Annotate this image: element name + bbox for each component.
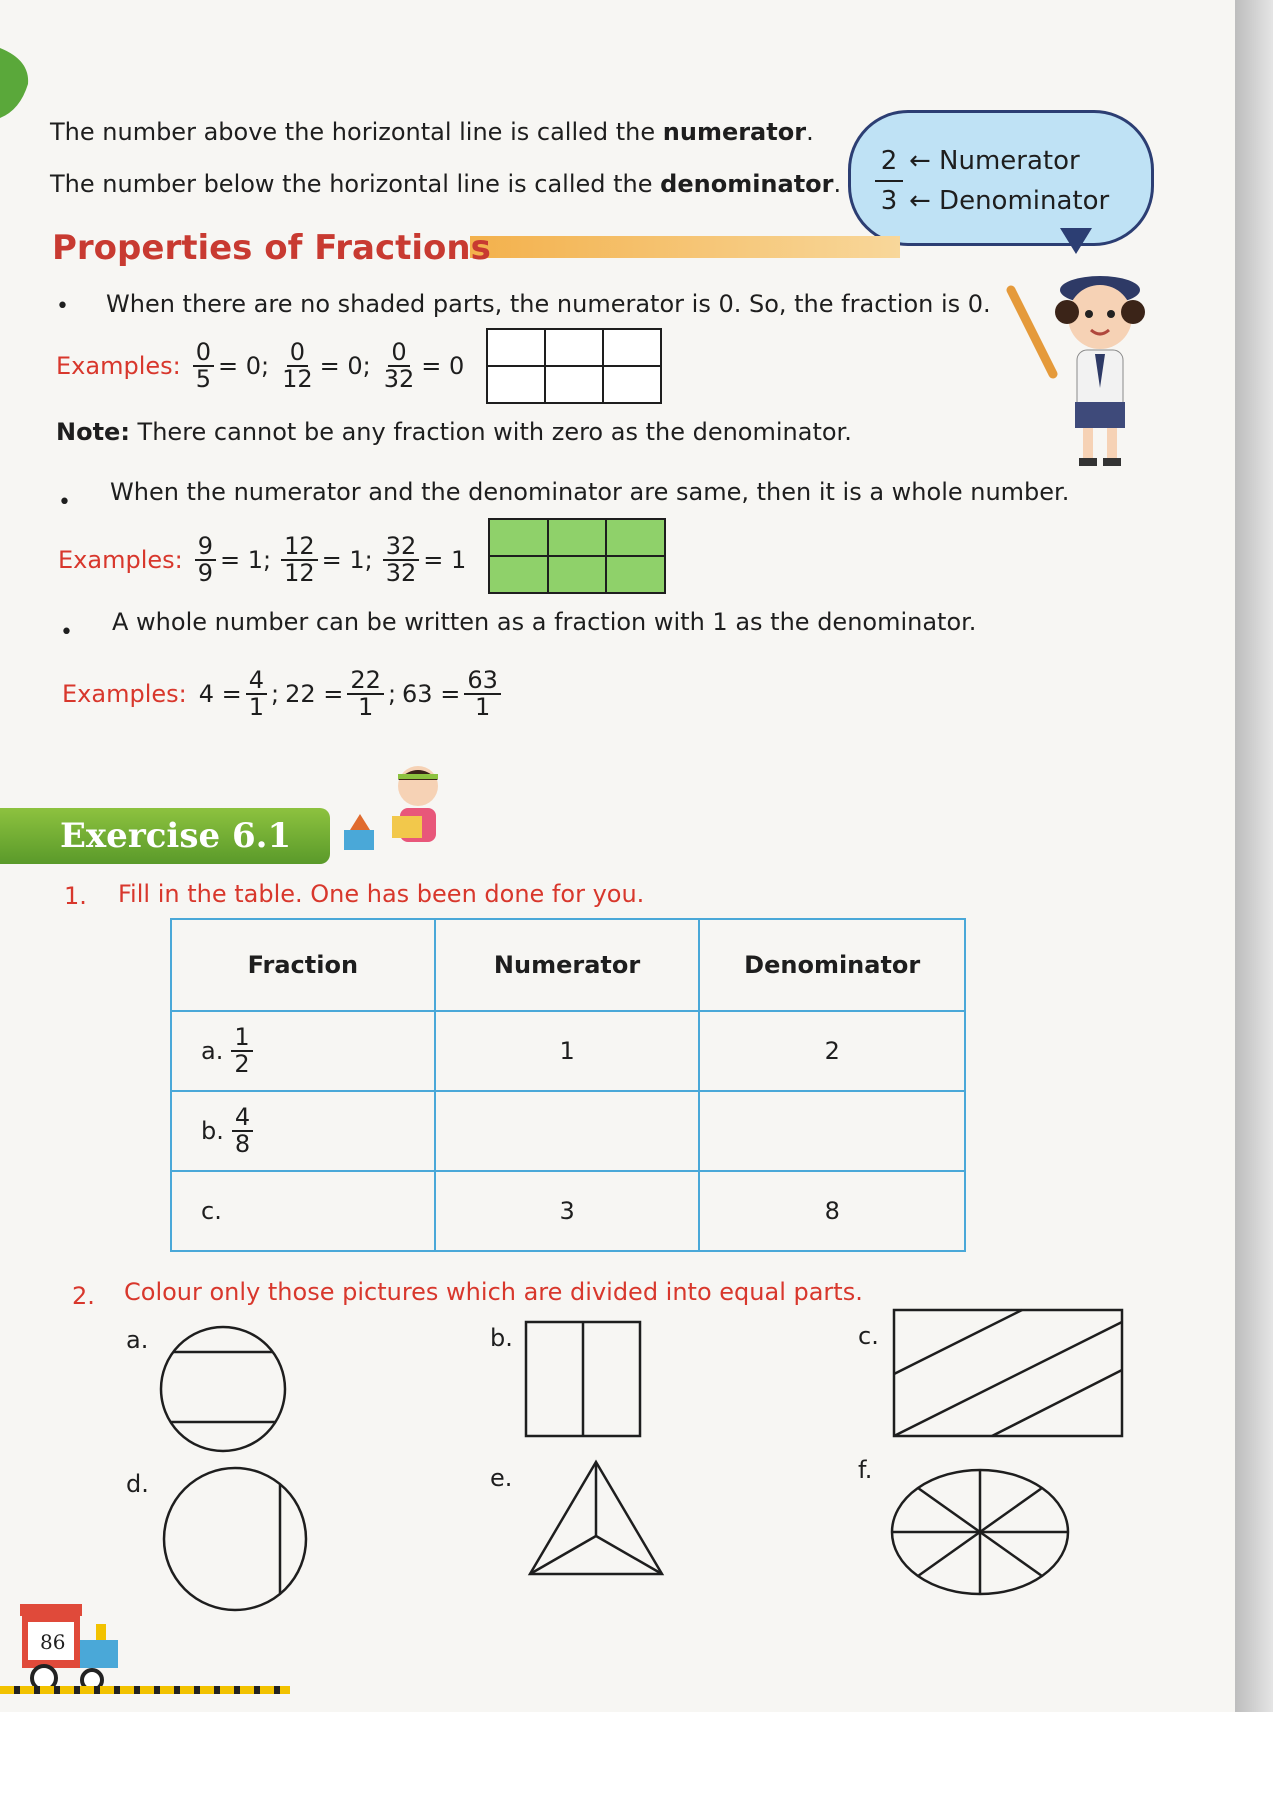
empty-grid-figure	[486, 328, 662, 404]
shape-label-d: d.	[126, 1470, 149, 1498]
table-row	[171, 1011, 965, 1091]
fraction-cell[interactable]: c.	[171, 1171, 435, 1251]
leaf-decoration	[0, 40, 34, 120]
shape-label-e: e.	[490, 1464, 513, 1492]
page-number: 86	[40, 1630, 66, 1654]
bullet-dot: •	[56, 294, 69, 319]
bullet-dot: •	[60, 620, 73, 645]
heading-underline-bar	[470, 236, 900, 258]
numerator-cell[interactable]	[435, 1091, 700, 1171]
fraction-cell: a. $\frac{1}{2}$	[171, 1011, 435, 1091]
fraction: $\frac{0}{32}$	[383, 338, 415, 394]
fraction: $\frac{22}{1}$	[347, 668, 384, 720]
table-header-row	[171, 919, 965, 1011]
property-zero-numerator: When there are no shaded parts, the numerator is 0. So, the fraction is 0.	[106, 290, 991, 318]
property-same-num-den: When the numerator and the denominator are same, then it is a whole number.	[110, 478, 1070, 506]
shape-c-parallel-slices[interactable]	[892, 1308, 1124, 1438]
fraction: $\frac{0}{12}$	[282, 338, 313, 394]
examples-whole-number: Examples: 4 = $\frac{4}{1}$ ; 22 = $\frac{22}{1}$ ; 63 = $\frac{63}{1}$	[62, 668, 505, 720]
fraction: $\frac{32}{32}$	[383, 534, 420, 586]
table-row	[171, 1171, 965, 1251]
fraction: $\frac{4}{1}$	[246, 668, 267, 720]
question-number: 2.	[72, 1282, 95, 1310]
examples-label: Examples:	[56, 352, 181, 381]
note-zero-denominator: Note: There cannot be any fraction with zero as the denominator.	[56, 418, 852, 446]
bullet-dot: •	[58, 490, 71, 515]
examples-zero: Examples: $\frac{0}{5}$ = 0; $\frac{0}{12}$ = 0; $\frac{0}{32}$ = 0	[56, 338, 465, 394]
fraction: $\frac{12}{12}$	[281, 534, 318, 586]
denominator-cell[interactable]	[699, 1091, 965, 1171]
bubble-tail	[1060, 228, 1092, 254]
shape-label-b: b.	[490, 1324, 513, 1352]
denominator-cell[interactable]: 2	[699, 1011, 965, 1091]
exercise-banner	[0, 808, 330, 864]
shape-d-circle-unequal[interactable]	[160, 1464, 310, 1614]
exercise-title: Exercise 6.1	[60, 816, 292, 856]
header-numerator: Numerator	[435, 919, 700, 1011]
question-number: 1.	[64, 882, 87, 910]
track-dash-line	[0, 1686, 290, 1694]
shape-b-square-halves[interactable]	[524, 1320, 642, 1438]
header-denominator: Denominator	[699, 919, 965, 1011]
numerator-cell[interactable]: 1	[435, 1011, 700, 1091]
shape-label-a: a.	[126, 1326, 149, 1354]
fraction-cell: b. $\frac{4}{8}$	[171, 1091, 435, 1171]
fraction-table	[170, 918, 966, 1252]
shape-label-c: c.	[858, 1322, 879, 1350]
page-edge-shadow	[1235, 0, 1273, 1712]
fraction: $\frac{9}{9}$	[195, 534, 216, 586]
examples-label: Examples:	[62, 680, 187, 709]
denominator-cell: 8	[699, 1171, 965, 1251]
table-row	[171, 1091, 965, 1171]
property-whole-as-fraction: A whole number can be written as a fraction with 1 as the denominator.	[112, 608, 977, 636]
child-reading-illustration	[340, 758, 460, 858]
properties-heading: Properties of Fractions	[52, 228, 491, 268]
header-fraction: Fraction	[171, 919, 435, 1011]
shape-e-triangle-thirds[interactable]	[526, 1458, 666, 1578]
examples-label: Examples:	[58, 546, 183, 575]
examples-whole: Examples: $\frac{9}{9}$ = 1; $\frac{12}{12}$ = 1; $\frac{32}{32}$ = 1	[58, 532, 467, 588]
question-1-text: Fill in the table. One has been done for you.	[118, 880, 645, 908]
shaded-grid-figure	[488, 518, 666, 594]
girl-pointer-illustration	[1005, 262, 1155, 472]
fraction: $\frac{63}{1}$	[464, 668, 501, 720]
scanner-background	[0, 1712, 1273, 1800]
train-icon	[16, 1600, 128, 1696]
callout-fraction: 2 ← Numerator 3 ← Denominator	[875, 142, 1109, 220]
numerator-cell: 3	[435, 1171, 700, 1251]
shape-a-circle-three-bands[interactable]	[158, 1324, 288, 1454]
fraction: $\frac{0}{5}$	[193, 340, 214, 392]
denominator-definition: The number below the horizontal line is called the denominator.	[50, 170, 842, 198]
numerator-definition: The number above the horizontal line is called the numerator.	[50, 118, 814, 146]
shape-label-f: f.	[858, 1456, 873, 1484]
shape-f-ellipse-eighths[interactable]	[888, 1466, 1072, 1598]
question-2-text: Colour only those pictures which are divided into equal parts.	[124, 1278, 863, 1306]
